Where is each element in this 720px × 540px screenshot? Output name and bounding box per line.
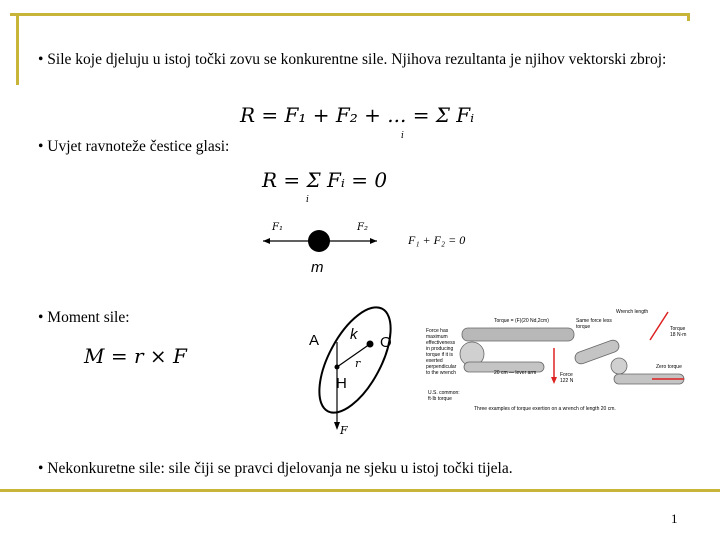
page-number: 1 [671, 511, 678, 526]
f2-label: F₂ [357, 222, 368, 233]
frame-top-line [10, 13, 690, 16]
bullet-moment: • Moment sile: [38, 309, 130, 326]
equation-pair-sum: F₁ + F₂ = 0 [408, 233, 466, 247]
label-same-force: Same force less torque [576, 318, 612, 330]
point-k-label: k [350, 326, 358, 343]
moment-diagram [300, 300, 420, 450]
equation-resultant: R = F₁ + F₂ + ... = Σ Fᵢ [240, 103, 475, 127]
equation-equilibrium: R = Σ Fᵢ = 0 [262, 168, 388, 192]
f1-label: F₁ [272, 222, 283, 233]
point-a-label: A [309, 332, 320, 349]
force-arrow-red-2 [650, 312, 668, 340]
label-wrench-length: Wrench length [616, 309, 649, 315]
lever-arm-line [337, 344, 370, 367]
torque-figure [424, 298, 694, 418]
bullet-concurrent-forces: • Sile koje djeluju u istoj točki zovu se konkurentne sile. Njihova rezultanta je njihov vektorski zbroj: [38, 51, 667, 68]
wrench-handle-1 [462, 328, 574, 341]
bullet-nonconcurrent-forces: • Nekonkuretne sile: sile čiji se pravci djelovanja ne sjeku u istoj točki tijela. [38, 460, 513, 477]
mass-particle [308, 230, 330, 252]
note-left: Force has maximum effectiveness in producing torque if it is exerted perpendicular to the wrench [426, 328, 457, 376]
r-vector-label: r [355, 357, 361, 370]
frame-bottom-line [0, 489, 720, 492]
bullet-equilibrium: • Uvjet ravnoteže čestice glasi: [38, 138, 230, 155]
force-arrowhead-red-1 [551, 377, 557, 384]
f1-arrowhead [263, 238, 270, 244]
f2-arrowhead [370, 238, 377, 244]
frame-left-line [16, 13, 19, 85]
point-h-dot [335, 365, 340, 370]
equation-moment: M = r × F [84, 344, 187, 368]
point-o-dot [367, 341, 374, 348]
point-o-label: O [380, 334, 392, 351]
f-vector-label: F [340, 424, 348, 437]
equation-resultant-index: i [401, 131, 404, 141]
frame-right-line [687, 13, 690, 21]
equation-equilibrium-index: i [306, 195, 309, 205]
torque-caption: Three examples of torque exertion on a wrench of length 20 cm. [474, 406, 616, 412]
label-us-note: U.S. common: ft·lb torque [428, 390, 460, 402]
label-zero-torque: Zero torque [656, 364, 682, 370]
mass-label: m [311, 259, 324, 276]
label-lever-arm: 20 cm — lever arm [494, 370, 537, 376]
label-torque-right: Torque 18 N·m [670, 326, 687, 338]
point-h-label: H [336, 375, 347, 392]
label-force: Force 122 N [560, 372, 574, 384]
top-formula: Torque = (F)(20 Nd,2cm) [494, 318, 549, 324]
wrench-head-3 [611, 358, 627, 374]
